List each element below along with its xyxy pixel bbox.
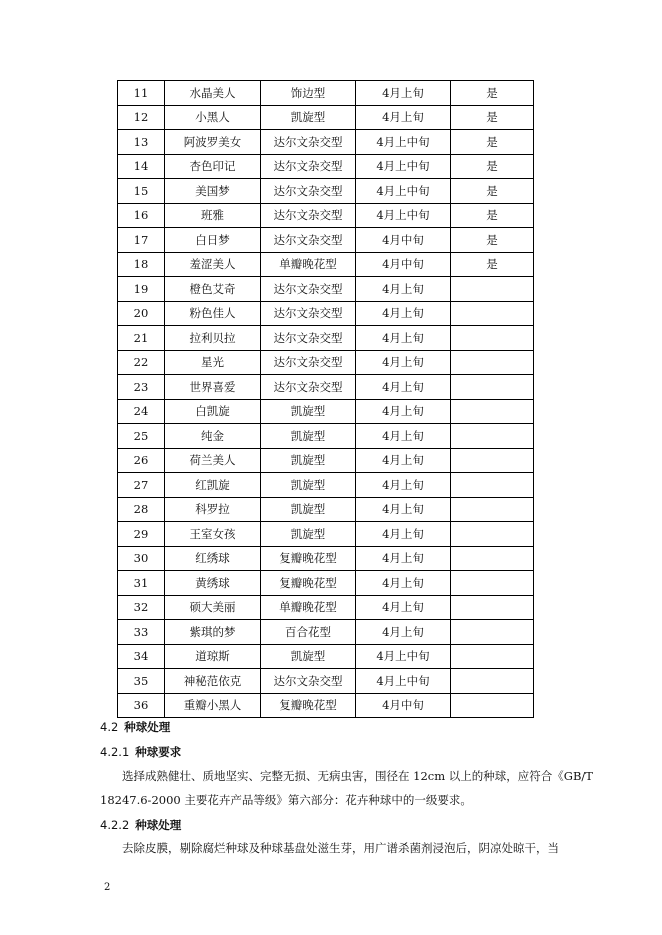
- cell-variety-name: 粉色佳人: [165, 301, 261, 326]
- cell-flower-type: 达尔文杂交型: [261, 203, 356, 228]
- cell-flowering-time: 4月上旬: [356, 350, 451, 375]
- table-row: [118, 448, 534, 473]
- cell-flowering-time: 4月上旬: [356, 301, 451, 326]
- cell-number: 20: [118, 301, 165, 326]
- cell-variety-name: 星光: [165, 350, 261, 375]
- cell-flowering-time: 4月上中旬: [356, 154, 451, 179]
- table-row: [118, 571, 534, 596]
- cell-selected-flag: [451, 424, 534, 449]
- cell-number: 36: [118, 693, 165, 718]
- cell-variety-name: 白凯旋: [165, 399, 261, 424]
- cell-selected-flag: 是: [451, 81, 534, 106]
- cell-number: 31: [118, 571, 165, 596]
- section-title: 种球处理: [135, 818, 182, 832]
- cell-variety-name: 小黑人: [165, 105, 261, 130]
- cell-flower-type: 达尔文杂交型: [261, 669, 356, 694]
- cell-flower-type: 复瓣晚花型: [261, 693, 356, 718]
- cell-number: 24: [118, 399, 165, 424]
- cell-flower-type: 达尔文杂交型: [261, 179, 356, 204]
- cell-selected-flag: [451, 571, 534, 596]
- table-row: [118, 522, 534, 547]
- cell-selected-flag: [451, 522, 534, 547]
- cell-flowering-time: 4月上旬: [356, 620, 451, 645]
- cell-selected-flag: 是: [451, 252, 534, 277]
- table-row: [118, 644, 534, 669]
- cell-variety-name: 紫琪的梦: [165, 620, 261, 645]
- cell-flower-type: 达尔文杂交型: [261, 375, 356, 400]
- section-title: 种球要求: [135, 745, 182, 759]
- table-row: [118, 81, 534, 106]
- cell-selected-flag: [451, 448, 534, 473]
- cell-flower-type: 达尔文杂交型: [261, 228, 356, 253]
- cell-variety-name: 荷兰美人: [165, 448, 261, 473]
- cell-flower-type: 凯旋型: [261, 473, 356, 498]
- cell-variety-name: 红绣球: [165, 546, 261, 571]
- cell-flowering-time: 4月上旬: [356, 424, 451, 449]
- paragraph-line: 去除皮膜，剔除腐烂种球及种球基盘处滋生芽，用广谱杀菌剂浸泡后，阴凉处晾干，当: [122, 841, 559, 855]
- cell-variety-name: 道琼斯: [165, 644, 261, 669]
- cell-selected-flag: 是: [451, 203, 534, 228]
- cell-number: 30: [118, 546, 165, 571]
- cell-flower-type: 凯旋型: [261, 644, 356, 669]
- cell-number: 35: [118, 669, 165, 694]
- cell-flowering-time: 4月上中旬: [356, 669, 451, 694]
- cell-flowering-time: 4月上旬: [356, 399, 451, 424]
- table-row: [118, 693, 534, 718]
- cell-flower-type: 达尔文杂交型: [261, 350, 356, 375]
- cell-number: 17: [118, 228, 165, 253]
- cell-flowering-time: 4月上旬: [356, 81, 451, 106]
- table-row: [118, 473, 534, 498]
- cell-variety-name: 硕大美丽: [165, 595, 261, 620]
- cell-flowering-time: 4月上旬: [356, 546, 451, 571]
- cell-selected-flag: 是: [451, 228, 534, 253]
- cell-selected-flag: [451, 399, 534, 424]
- cell-number: 28: [118, 497, 165, 522]
- cell-selected-flag: 是: [451, 130, 534, 155]
- table-row: [118, 203, 534, 228]
- table-row: [118, 399, 534, 424]
- cell-number: 22: [118, 350, 165, 375]
- cell-number: 16: [118, 203, 165, 228]
- section-4-2-2-heading: [100, 817, 181, 833]
- cell-flowering-time: 4月中旬: [356, 228, 451, 253]
- table-row: [118, 424, 534, 449]
- cell-flowering-time: 4月上中旬: [356, 203, 451, 228]
- table-body: [118, 81, 534, 718]
- paragraph-line: 18247.6-2000 主要花卉产品等级》第六部分：花卉种球中的一级要求。: [100, 793, 472, 807]
- section-4-2-heading: [100, 719, 170, 735]
- cell-flower-type: 达尔文杂交型: [261, 154, 356, 179]
- cell-flowering-time: 4月上旬: [356, 595, 451, 620]
- cell-flowering-time: 4月中旬: [356, 252, 451, 277]
- table-row: [118, 301, 534, 326]
- cell-flower-type: 达尔文杂交型: [261, 301, 356, 326]
- section-number: 4.2: [100, 720, 119, 734]
- cell-selected-flag: [451, 620, 534, 645]
- table-row: [118, 497, 534, 522]
- cell-number: 12: [118, 105, 165, 130]
- section-4-2-1-heading: [100, 744, 181, 760]
- cell-selected-flag: [451, 669, 534, 694]
- cell-flower-type: 复瓣晚花型: [261, 571, 356, 596]
- table-row: [118, 105, 534, 130]
- cell-flowering-time: 4月上旬: [356, 473, 451, 498]
- cell-selected-flag: 是: [451, 179, 534, 204]
- cell-selected-flag: [451, 693, 534, 718]
- table-row: [118, 595, 534, 620]
- cell-selected-flag: [451, 375, 534, 400]
- table-row: [118, 130, 534, 155]
- cell-flower-type: 凯旋型: [261, 424, 356, 449]
- cell-selected-flag: [451, 277, 534, 302]
- table-row: [118, 154, 534, 179]
- cell-variety-name: 拉利贝拉: [165, 326, 261, 351]
- cell-flower-type: 凯旋型: [261, 497, 356, 522]
- cell-variety-name: 神秘范依克: [165, 669, 261, 694]
- cell-flowering-time: 4月中旬: [356, 693, 451, 718]
- cell-flower-type: 达尔文杂交型: [261, 130, 356, 155]
- cell-flowering-time: 4月上旬: [356, 105, 451, 130]
- cell-variety-name: 美国梦: [165, 179, 261, 204]
- cell-number: 27: [118, 473, 165, 498]
- cell-number: 33: [118, 620, 165, 645]
- cell-selected-flag: [451, 546, 534, 571]
- cell-flowering-time: 4月上旬: [356, 375, 451, 400]
- cell-variety-name: 世界喜爱: [165, 375, 261, 400]
- cell-flower-type: 达尔文杂交型: [261, 277, 356, 302]
- cell-variety-name: 红凯旋: [165, 473, 261, 498]
- table-row: [118, 277, 534, 302]
- cell-selected-flag: [451, 301, 534, 326]
- cell-variety-name: 阿波罗美女: [165, 130, 261, 155]
- cell-flower-type: 凯旋型: [261, 399, 356, 424]
- table-row: [118, 228, 534, 253]
- cell-number: 11: [118, 81, 165, 106]
- cell-number: 29: [118, 522, 165, 547]
- cell-number: 14: [118, 154, 165, 179]
- table-row: [118, 179, 534, 204]
- cell-flower-type: 凯旋型: [261, 448, 356, 473]
- table-row: [118, 669, 534, 694]
- table-row: [118, 375, 534, 400]
- cell-number: 18: [118, 252, 165, 277]
- cell-number: 23: [118, 375, 165, 400]
- cell-flowering-time: 4月上中旬: [356, 644, 451, 669]
- cell-selected-flag: [451, 473, 534, 498]
- tulip-variety-table: [117, 80, 534, 718]
- cell-variety-name: 水晶美人: [165, 81, 261, 106]
- cell-number: 25: [118, 424, 165, 449]
- cell-variety-name: 纯金: [165, 424, 261, 449]
- section-title: 种球处理: [124, 720, 171, 734]
- table-row: [118, 252, 534, 277]
- cell-selected-flag: [451, 595, 534, 620]
- cell-variety-name: 班雅: [165, 203, 261, 228]
- cell-number: 32: [118, 595, 165, 620]
- cell-variety-name: 王室女孩: [165, 522, 261, 547]
- page-number: 2: [104, 882, 111, 893]
- cell-variety-name: 科罗拉: [165, 497, 261, 522]
- cell-selected-flag: [451, 350, 534, 375]
- cell-flower-type: 凯旋型: [261, 522, 356, 547]
- section-number: 4.2.1: [100, 745, 130, 759]
- table-row: [118, 326, 534, 351]
- cell-variety-name: 重瓣小黑人: [165, 693, 261, 718]
- cell-flowering-time: 4月上旬: [356, 571, 451, 596]
- cell-variety-name: 白日梦: [165, 228, 261, 253]
- cell-flower-type: 达尔文杂交型: [261, 326, 356, 351]
- cell-flowering-time: 4月上旬: [356, 277, 451, 302]
- cell-flowering-time: 4月上旬: [356, 497, 451, 522]
- cell-flowering-time: 4月上旬: [356, 522, 451, 547]
- cell-number: 21: [118, 326, 165, 351]
- cell-variety-name: 黄绣球: [165, 571, 261, 596]
- cell-flowering-time: 4月上中旬: [356, 130, 451, 155]
- table-row: [118, 350, 534, 375]
- cell-selected-flag: [451, 326, 534, 351]
- cell-number: 34: [118, 644, 165, 669]
- cell-flowering-time: 4月上旬: [356, 448, 451, 473]
- cell-flower-type: 凯旋型: [261, 105, 356, 130]
- cell-flowering-time: 4月上中旬: [356, 179, 451, 204]
- cell-selected-flag: 是: [451, 105, 534, 130]
- table-row: [118, 620, 534, 645]
- cell-flower-type: 复瓣晚花型: [261, 546, 356, 571]
- cell-flowering-time: 4月上旬: [356, 326, 451, 351]
- cell-selected-flag: [451, 644, 534, 669]
- paragraph-line: 选择成熟健壮、质地坚实、完整无损、无病虫害，围径在 12cm 以上的种球，应符合《GB/T: [122, 769, 593, 783]
- cell-variety-name: 橙色艾奇: [165, 277, 261, 302]
- cell-variety-name: 杏色印记: [165, 154, 261, 179]
- cell-flower-type: 单瓣晚花型: [261, 595, 356, 620]
- cell-number: 13: [118, 130, 165, 155]
- cell-number: 15: [118, 179, 165, 204]
- cell-variety-name: 羞涩美人: [165, 252, 261, 277]
- section-number: 4.2.2: [100, 818, 130, 832]
- table-row: [118, 546, 534, 571]
- cell-selected-flag: [451, 497, 534, 522]
- cell-flower-type: 百合花型: [261, 620, 356, 645]
- cell-flower-type: 单瓣晚花型: [261, 252, 356, 277]
- cell-number: 26: [118, 448, 165, 473]
- cell-selected-flag: 是: [451, 154, 534, 179]
- cell-number: 19: [118, 277, 165, 302]
- cell-flower-type: 饰边型: [261, 81, 356, 106]
